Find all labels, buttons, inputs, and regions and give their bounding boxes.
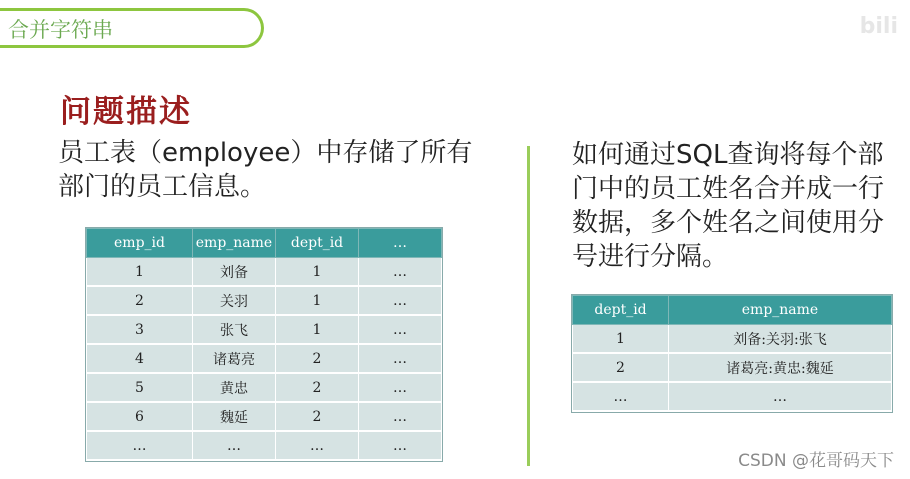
table-cell: 1 bbox=[573, 325, 669, 354]
table-cell: … bbox=[359, 315, 442, 344]
table-row bbox=[573, 325, 892, 354]
column-header: emp_name bbox=[669, 296, 892, 325]
table-cell: … bbox=[359, 286, 442, 315]
table-cell: … bbox=[359, 373, 442, 402]
column-header: emp_name bbox=[193, 229, 276, 258]
vertical-divider bbox=[527, 146, 530, 466]
table-cell: … bbox=[87, 431, 193, 460]
table-cell: 1 bbox=[276, 315, 359, 344]
column-header: emp_id bbox=[87, 229, 193, 258]
table-row bbox=[87, 315, 442, 344]
table-cell: 2 bbox=[276, 373, 359, 402]
table-cell: 2 bbox=[276, 402, 359, 431]
table-row bbox=[87, 373, 442, 402]
table-row bbox=[573, 353, 892, 382]
table-cell: … bbox=[573, 382, 669, 411]
table-cell: 2 bbox=[87, 286, 193, 315]
table-cell: 张飞 bbox=[193, 315, 276, 344]
table-cell: 2 bbox=[573, 353, 669, 382]
table-cell: 1 bbox=[276, 286, 359, 315]
table-row bbox=[87, 402, 442, 431]
table-row bbox=[573, 382, 892, 411]
column-header: … bbox=[359, 229, 442, 258]
table-cell: 1 bbox=[276, 258, 359, 287]
csdn-credit: CSDN @花哥码天下 bbox=[738, 451, 894, 471]
table-header-row bbox=[573, 296, 892, 325]
table-cell: 4 bbox=[87, 344, 193, 373]
table-cell: … bbox=[669, 382, 892, 411]
table-cell: 6 bbox=[87, 402, 193, 431]
table-row bbox=[87, 344, 442, 373]
table-cell: 刘备:关羽:张飞 bbox=[669, 325, 892, 354]
table-cell: … bbox=[359, 344, 442, 373]
column-header: dept_id bbox=[573, 296, 669, 325]
section-heading: 问题描述 bbox=[60, 94, 192, 130]
table-cell: 2 bbox=[276, 344, 359, 373]
table-header-row bbox=[87, 229, 442, 258]
table-cell: 5 bbox=[87, 373, 193, 402]
table-cell: … bbox=[359, 402, 442, 431]
table-cell: 1 bbox=[87, 258, 193, 287]
problem-description: 员工表（employee）中存储了所有部门的员工信息。 bbox=[58, 138, 473, 202]
table-cell: 诸葛亮 bbox=[193, 344, 276, 373]
table-cell: 刘备 bbox=[193, 258, 276, 287]
table-cell: … bbox=[359, 258, 442, 287]
table-row bbox=[87, 258, 442, 287]
table-cell: … bbox=[359, 431, 442, 460]
table-cell: 诸葛亮:黄忠:魏延 bbox=[669, 353, 892, 382]
employee-table bbox=[86, 228, 442, 461]
bilibili-watermark-logo: bili bbox=[859, 14, 898, 39]
table-cell: 黄忠 bbox=[193, 373, 276, 402]
table-cell: 魏延 bbox=[193, 402, 276, 431]
table-row bbox=[87, 431, 442, 460]
table-cell: 3 bbox=[87, 315, 193, 344]
column-header: dept_id bbox=[276, 229, 359, 258]
table-cell: 关羽 bbox=[193, 286, 276, 315]
table-cell: … bbox=[276, 431, 359, 460]
table-row bbox=[87, 286, 442, 315]
page-title: 合并字符串 bbox=[8, 18, 113, 42]
result-table bbox=[572, 295, 892, 412]
task-question: 如何通过SQL查询将每个部门中的员工姓名合并成一行数据，多个姓名之间使用分号进行分隔。 bbox=[572, 140, 885, 272]
table-cell: … bbox=[193, 431, 276, 460]
